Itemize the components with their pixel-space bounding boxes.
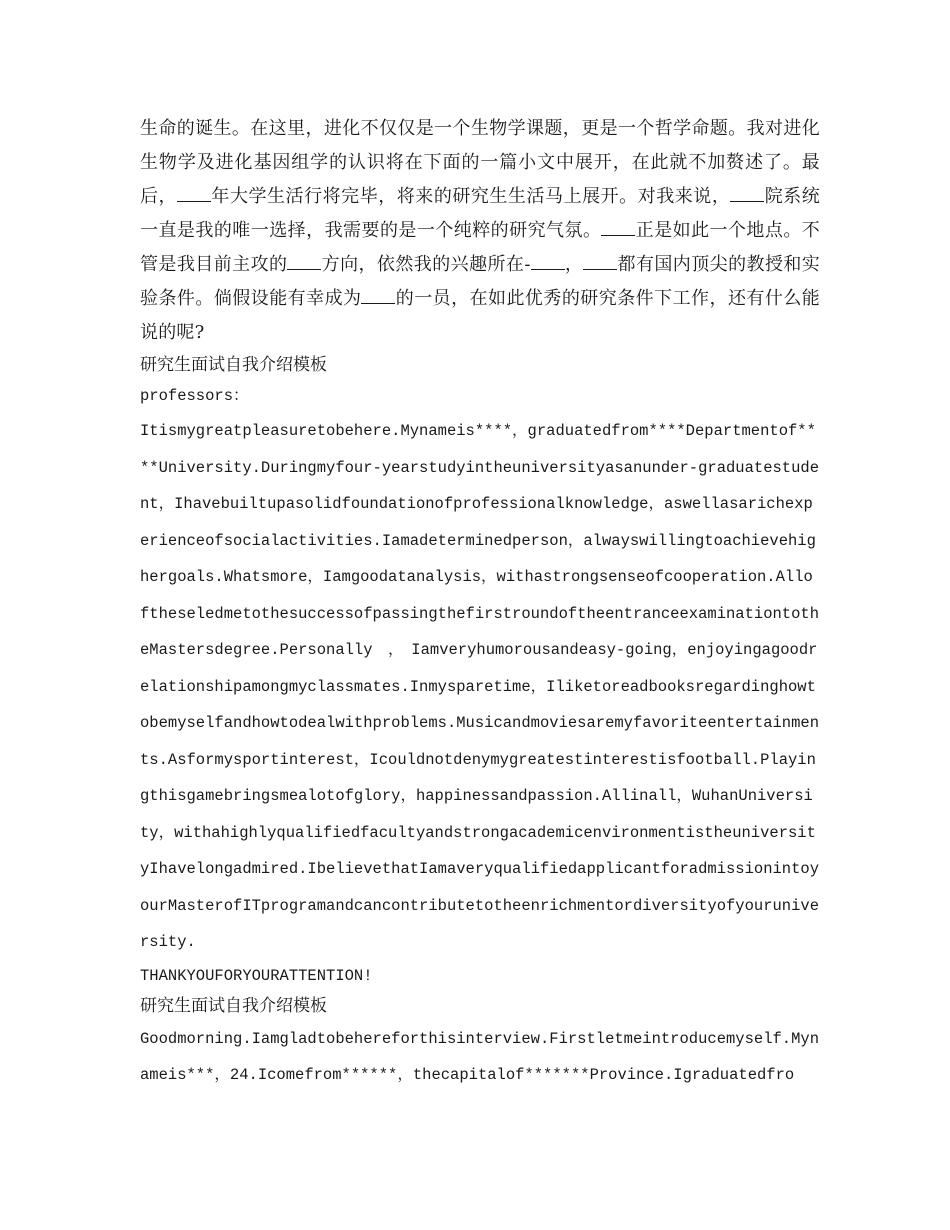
fill-in-blank [583, 253, 617, 270]
fill-in-blank [730, 185, 764, 202]
section-heading-1: 研究生面试自我介绍模板 [140, 355, 327, 375]
intro-text-segment: 方向，依然我的兴趣所在- [321, 254, 531, 275]
salutation: professors： [140, 387, 249, 405]
document-page [140, 112, 820, 1094]
fill-in-blank [601, 219, 635, 236]
closing-line: THANKYOUFORYOURATTENTION! [140, 966, 373, 985]
section-heading-2: 研究生面试自我介绍模板 [140, 995, 327, 1016]
intro-text-segment: 生命的诞生。在这里，进化不仅仅是一个生物学课题，更是一个哲学命题。我对进化生物学及进化基因组学的认识将在下面的一篇小文中展开，在此就不加赘述了。最后， [140, 118, 820, 207]
intro-text-segment: 都有国内顶尖的教授和实验条件。倘假设能有幸成为 [140, 254, 820, 309]
fill-in-blank [177, 185, 211, 202]
fill-in-blank [531, 253, 565, 270]
fill-in-blank [287, 253, 321, 270]
intro-text-segment: 院系统一直是我的唯一选择，我需要的是一个纯粹的研究气氛。 [140, 186, 820, 241]
self-introduction-paragraph-2: Goodmorning.Iamgladtobehereforthisinterview.Firstletmeintroducemyself.Mynameis***，24.Icomefrom******，thecapitalof*******Province.Igraduatedfro [140, 1029, 820, 1084]
intro-paragraph [140, 112, 820, 350]
intro-text-segment: 年大学生活行将完毕，将来的研究生生活马上展开。对我来说， [211, 186, 731, 207]
fill-in-blank [361, 287, 395, 304]
self-introduction-paragraph-1: Itismygreatpleasuretobehere.Mynameis****，graduatedfrom****Departmentof****University.Duringmyfour-yearstudyintheuniversityasanunder-graduatestudent，Ihavebuiltupasolidfoundationofprofessionalknowledge，aswellasarichexperienceofsocialactivities.Iamadeterminedperson，alwayswillingtoachievehighergoals.Whatsmore，Iamgoodatanalysis，withastrongsenseofcooperation.AlloftheseledmetothesuccessofpassingthefirstroundoftheentranceexaminationtotheMastersdegree.Personally ， Iamveryhumorousandeasy-going，enjoyingagoodrelationshipamongmyclassmates.Inmysparetime，Iliketoreadbooksregardinghowtobemyselfandhowtodealwithproblems.Musicandmoviesaremyfavoriteentertainments.Asformysportinterest，Icouldnotdenymygreatestinterestisfootball.Playingthisgamebringsmealotofglory，happinessandpassion.Allinall，WuhanUniversity，withahighlyqualifiedfacultyandstrongacademicenvironmentistheuniversityIhavelongadmired.IbelievethatIamaveryqualifiedapplicantforadmissionintoyourMasterofITprogramandcancontributetotheenrichmentordiversityofyouruniversity. [140, 422, 820, 951]
intro-text-segment: ， [564, 254, 584, 275]
intro-text-segment: 正是如此一个地点。不管是我目前主攻的 [140, 220, 821, 275]
intro-text-segment: 的一员，在如此优秀的研究条件下工作，还有什么能说的呢? [140, 288, 820, 343]
